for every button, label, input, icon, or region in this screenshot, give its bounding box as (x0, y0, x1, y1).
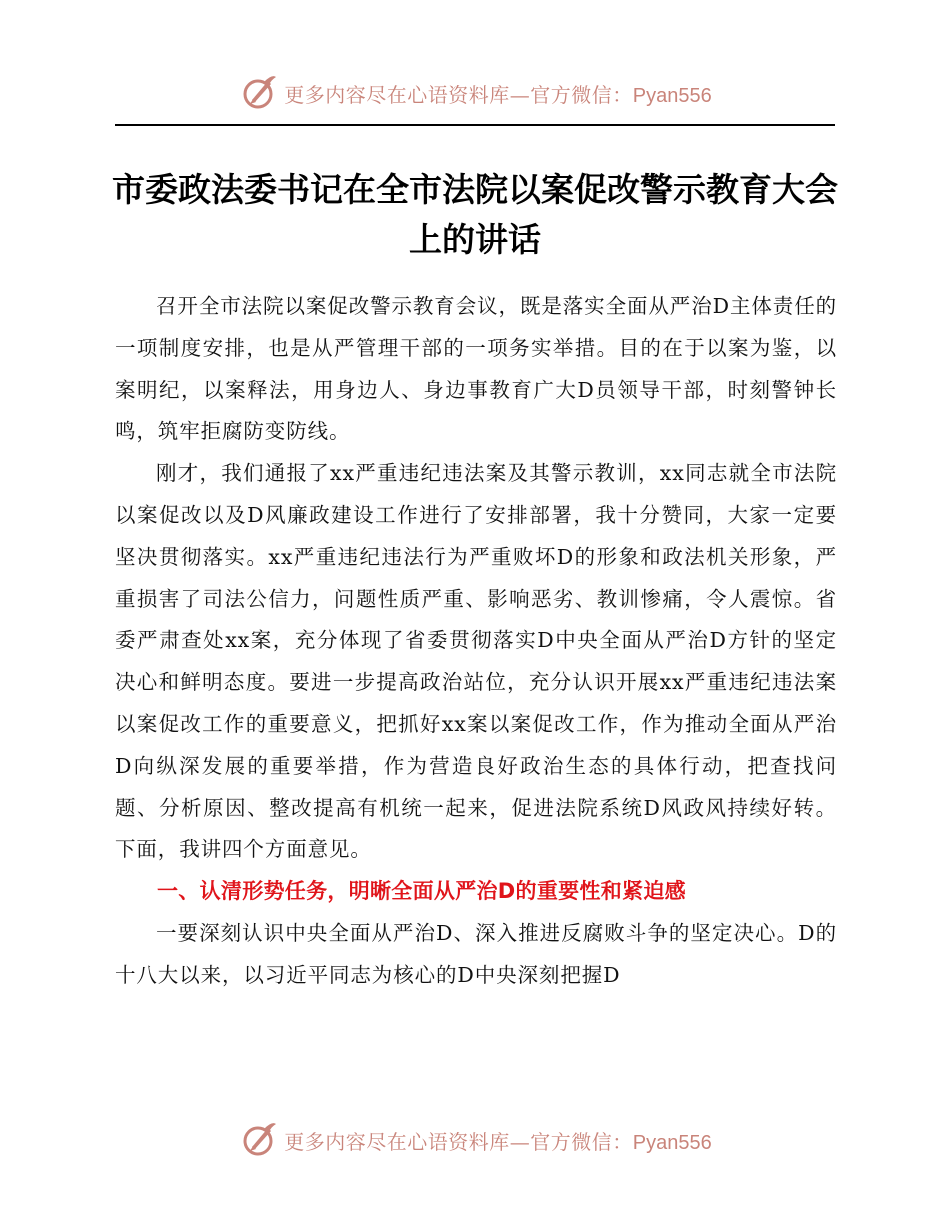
section-heading: 一、认清形势任务，明晰全面从严治D的重要性和紧迫感 (157, 879, 686, 904)
body-paragraph: 召开全市法院以案促改警示教育会议，既是落实全面从严治D主体责任的一项制度安排，也是从严管理干部的一项务实举措。目的在于以案为鉴，以案明纪，以案释法，用身边人、身边事教育广大D员领导干部，时刻警钟长鸣，筑牢拒腐防变防线。 (115, 294, 837, 444)
body-paragraph: 刚才，我们通报了xx严重违纪违法案及其警示教训，xx同志就全市法院以案促改以及D风廉政建设工作进行了安排部署，我十分赞同，大家一定要坚决贯彻落实。xx严重违纪违法行为严重败坏D的形象和政法机关形象，严重损害了司法公信力，问题性质严重、影响恶劣、教训惨痛，令人震惊。省委严肃查处xx案，充分体现了省委贯彻落实D中央全面从严治D方针的坚定决心和鲜明态度。要进一步提高政治站位，充分认识开展xx严重违纪违法案以案促改工作的重要意义，把抓好xx案以案促改工作，作为推动全面从严治D向纵深发展的重要举措，作为营造良好政治生态的具体行动，把查找问题、分析原因、整改提高有机统一起来，促进法院系统D风政风持续好转。下面，我讲四个方面意见。 (115, 461, 837, 862)
quill-logo-icon (238, 1119, 280, 1161)
footer-watermark-id: Pyan556 (632, 1131, 712, 1154)
page-footer (0, 1117, 950, 1163)
header-divider (115, 124, 835, 126)
header-watermark (238, 72, 711, 114)
body-paragraph: 一要深刻认识中央全面从严治D、深入推进反腐败斗争的坚定决心。D的十八大以来，以习近平同志为核心的D中央深刻把握D (115, 920, 837, 987)
quill-logo-icon (238, 72, 280, 114)
document-body (115, 286, 837, 997)
header-watermark-text: 更多内容尽在心语资料库—官方微信：Pyan556 (284, 82, 712, 107)
footer-watermark (238, 1119, 711, 1161)
document-title: 市委政法委书记在全市法院以案促改警示教育大会上的讲话 (112, 170, 838, 259)
header-watermark-id: Pyan556 (632, 84, 712, 107)
footer-watermark-text: 更多内容尽在心语资料库—官方微信：Pyan556 (284, 1129, 712, 1154)
page-header (0, 70, 950, 116)
